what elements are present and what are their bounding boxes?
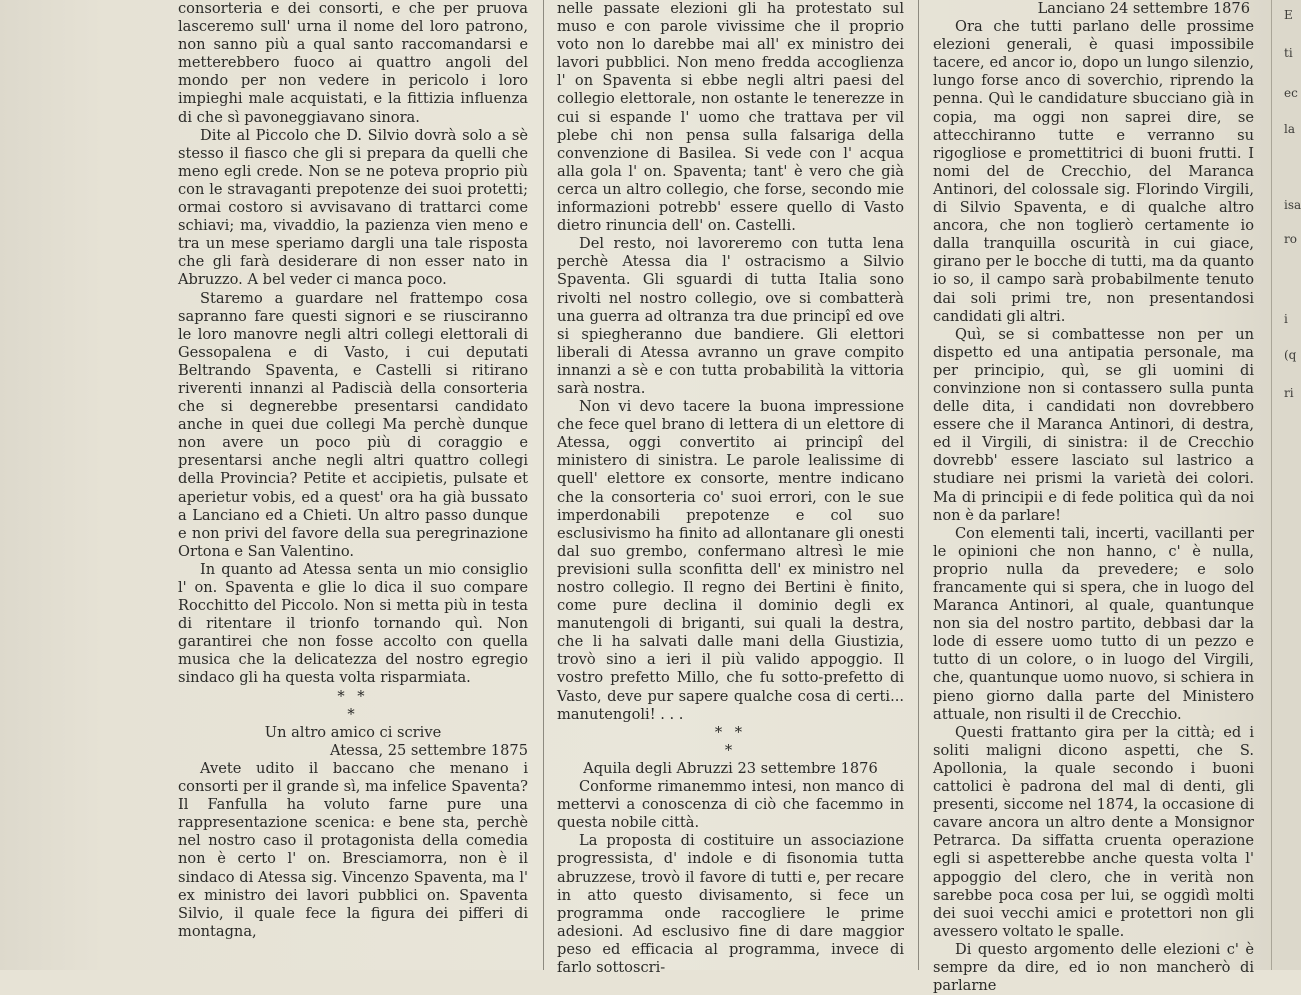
adjacent-page-edge	[1271, 0, 1301, 970]
edge-text-fragment: la	[1284, 122, 1295, 136]
paragraph: Non vi devo tacere la buona impressione che fece quel brano di lettera di un elettore di Atessa, oggi convertito ai principî del ministero di sinistra. Le parole lealissime di quell' elettore ex consorte, mentre indicano che la consorteria co' suoi errori, con le sue imperdonabili prepotenze e col suo esclusivismo ha finito ad allontanare gli onesti dal suo grembo, confermano altresì le mie previsioni sulla sconfitta dell' ex ministro nel nostro collegio. Il regno dei Bertini è finito, come pure declina il dominio degli ex manutengoli di briganti, sui quali la destra, che li ha salvati dalle mani della Giustizia, trovò sino a ieri il più valido appoggio. Il vostro prefetto Millo, che fu sotto-prefetto di Vasto, deve pur sapere qualche cosa di certi... manutengoli! . . .	[557, 398, 904, 723]
paragraph: Staremo a guardare nel frattempo cosa sapranno fare questi signori e se riusciranno le loro manovre negli altri collegi elettorali di Gessopalena e di Vasto, i cui deputati Beltrando Spaventa, e Castelli si ritirano riverenti innanzi al Padiscià della consorteria che si degnerebbe presentarsi candidato anche in quei due collegi Ma perchè dunque non avere un poco più di coraggio e presentarsi anche negli altri quattro collegi della Provincia? Petite et accipietis, pulsate et aperietur vobis, ed a quest' ora ha già bussato a Lanciano ed a Chieti. Un altro passo dunque e non privi del favore della sua peregrinazione Ortona e San Valentino.	[178, 289, 528, 560]
edge-text-fragment: i	[1284, 312, 1288, 326]
paragraph: Dite al Piccolo che D. Silvio dovrà solo a sè stesso il fiasco che gli si prepara da quelli che meno egli crede. Non se ne poteva proprio più con le stravaganti prepotenze dei suoi protetti; ormai costoro si avvisavano di trattarci come schiavi; ma, vivaddio, la pazienza vien meno e tra un mese speriamo dargli una tale risposta che gli farà desiderare di non esser nato in Abruzzo. A bel veder ci manca poco.	[178, 126, 528, 289]
edge-text-fragment: isa	[1284, 198, 1301, 212]
section-separator: * * *	[714, 723, 747, 759]
paragraph: In quanto ad Atessa senta un mio consiglio l' on. Spaventa e glie lo dica il suo compare Rocchitto del Piccolo. Non si metta più in testa di ritentare il trionfo tornando quì. Non garantirei che non fosse accolto con quella musica che la delicatezza del nostro egregio sindaco gli ha questa volta risparmiata.	[178, 560, 528, 687]
section-separator: * * *	[337, 687, 369, 723]
paragraph: Conforme rimanemmo intesi, non manco di mettervi a conoscenza di ciò che facemmo in questa nobile città.	[557, 778, 904, 832]
paragraph: Quì, se si combattesse non per un dispetto ed una antipatia personale, ma per principio, quì, se gli uomini di convinzione non si contassero sulla punta delle dita, i candidati non dovrebbero essere che il Maranca Antinori, di destra, ed il Virgili, di sinistra: il de Crecchio dovrebb' essere lasciato sul lastrico a studiare nei prismi la varietà dei colori. Ma di principii e di fede politica quì da noi non è da parlare!	[933, 325, 1254, 524]
section-heading: Un altro amico ci scrive	[264, 723, 442, 741]
edge-text-fragment: (q	[1284, 348, 1297, 362]
paragraph: Questi frattanto gira per la città; ed i soliti maligni dicono aspetti, che S. Apollonia, la quale secondo i buoni cattolici è padrona del mal di denti, gli presenti, siccome nel 1874, la occasione di cavare ancora un altro dente a Monsignor Petrarca. Da siffatta cruenta operazione egli si aspetterebbe anche questa volta l' appoggio del clero, che in verità non sarebbe poca cosa per lui, se oggidì molti dei suoi vecchi amici e protettori non gli avessero voltato le spalle.	[933, 723, 1254, 940]
edge-text-fragment: ec	[1284, 86, 1298, 100]
column-middle	[557, 0, 904, 976]
paragraph: Di questo argomento delle elezioni c' è sempre da dire, ed io non mancherò di parlarne	[933, 940, 1254, 995]
paragraph: nelle passate elezioni gli ha protestato sul muso e con parole vivissime che il proprio voto non lo darebbe mai all' ex ministro dei lavori pubblici. Non meno fredda accoglienza l' on Spaventa si ebbe negli altri paesi del collegio elettorale, non ostante le tenerezze in cui si espande l' uomo che trattava per vil plebe chi non pensa sulla falsariga della convenzione di Basilea. Si vede con l' acqua alla gola l' on. Spaventa; tant' è vero che già cerca un altro collegio, che forse, secondo mie informazioni potrebb' essere quello di Vasto dietro rinuncia dell' on. Castelli.	[557, 0, 904, 235]
section-heading: Atessa, 25 settembre 1875	[329, 741, 528, 759]
section-heading: Aquila degli Abruzzi 23 settembre 1876	[583, 759, 878, 777]
paragraph: consorteria e dei consorti, e che per pruova lasceremo sull' urna il nome del loro patrono, non sanno più a qual santo raccomandarsi e metterebbero fuoco ai quattro angoli del mondo per non vedere in pericolo i loro impieghi male acquistati, e la fittizia influenza di che sì pavoneggiavano sinora.	[178, 0, 528, 126]
edge-text-fragment: ri	[1284, 386, 1294, 400]
paragraph: Con elementi tali, incerti, vacillanti per le opinioni che non hanno, c' è nulla, proprio nulla da prevedere; e solo francamente qui si spera, che in luogo del Maranca Antinori, al quale, quantunque non sia del nostro partito, debbasi dar la lode di essere uomo tutto di un pezzo e tutto di un colore, o in luogo del Virgili, che, quantunque uomo nuovo, si schiera in pieno giorno dalla parte del Ministero attuale, non risulti il de Crecchio.	[933, 524, 1254, 723]
paragraph: Del resto, noi lavoreremo con tutta lena perchè Atessa dia l' ostracismo a Silvio Spaventa. Gli sguardi di tutta Italia sono rivolti nel nostro collegio, ove si combatterà una guerra ad oltranza tra due principî ed ove si spiegheranno due bandiere. Gli elettori liberali di Atessa avranno un grave compito innanzi a sè e con tutta probabilità la vittoria sarà nostra.	[557, 235, 904, 397]
column-divider	[543, 0, 544, 970]
column-right	[933, 0, 1254, 995]
paragraph: Ora che tutti parlano delle prossime elezioni generali, è quasi impossibile tacere, ed ancor io, dopo un lungo silenzio, lungo forse anco di soverchio, riprendo la penna. Quì le candidature sbucciano già in copia, ma oggi non saprei dire, se attecchiranno tutte e verranno su rigogliose e promettitrici di buoni frutti. I nomi del de Crecchio, del Maranca Antinori, del colossale sig. Florindo Virgili, di Silvio Spaventa, e di qualche altro ancora, che non toglierò certamente io dalla tranquilla oscurità in cui giace, girano per le bocche di tutti, ma da quanto io so, il campo sarà probabilmente tenuto dai soli primi tre, non presentandosi candidati gli altri.	[933, 18, 1254, 325]
edge-text-fragment: E	[1284, 8, 1293, 22]
edge-text-fragment: ro	[1284, 232, 1297, 246]
paragraph: La proposta di costituire un associazione progressista, d' indole e di fisonomia tutta abruzzese, trovò il favore di tutti e, per recare in atto questo divisamento, si fece un programma onde raccogliere le prime adesioni. Ad esclusivo fine di dare maggior peso ed efficacia al programma, invece di farlo sottoscri-	[557, 832, 904, 976]
column-left	[178, 0, 528, 970]
section-heading: Lanciano 24 settembre 1876	[1037, 0, 1250, 17]
paragraph: Avete udito il baccano che menano i consorti per il grande sì, ma infelice Spaventa? Il Fanfulla ha voluto farne pure una rappresentazione scenica: e bene sta, perchè nel nostro caso il protagonista della comedia non è certo l' on. Bresciamorra, non è il sindaco di Atessa sig. Vincenzo Spaventa, ma l' ex ministro dei lavori pubblici on. Spaventa Silvio, il quale fece la figura dei pifferi di montagna,	[178, 759, 528, 940]
column-divider	[918, 0, 919, 970]
edge-text-fragment: ti	[1284, 46, 1293, 60]
